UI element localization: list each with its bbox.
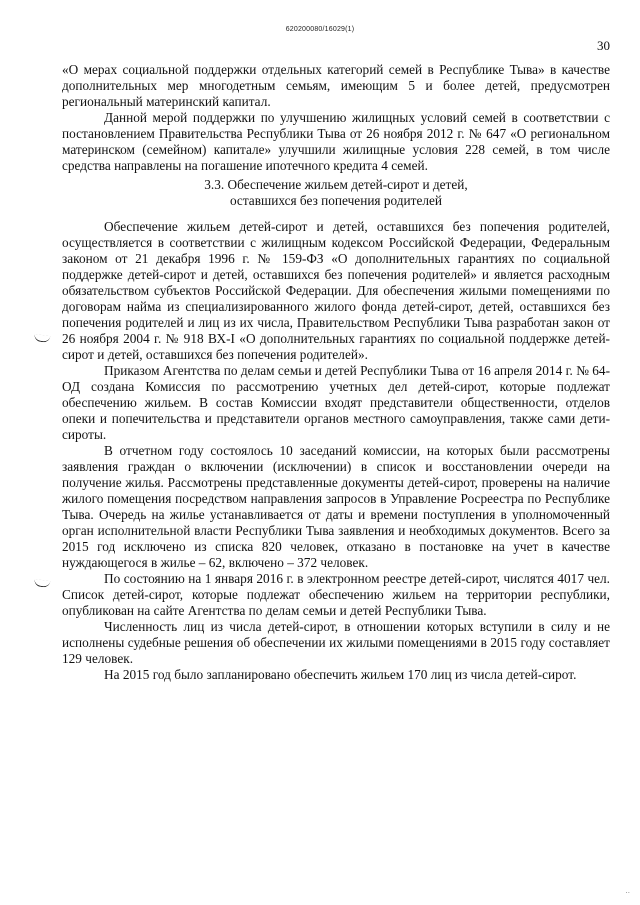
paragraph-plan-2015: На 2015 год было запланировано обеспечить жильем 170 лиц из числа детей-сирот. [104,667,577,682]
paragraph-commission: Приказом Агентства по делам семьи и детей Республики Тыва от 16 апреля 2014 г. № 64-ОД создана Комиссия по рассмотрению учетных дел детей-сирот, которые подлежат обеспечению жильем. В состав Комиссии входят представители общественности, отделов опеки и попечительства и представители органов местного самоуправления, также сами дети-сироты. [62,363,610,442]
paragraph-continuation: «О мерах социальной поддержки отдельных категорий семей в Республике Тыва» в качестве дополнительных мер многодетным семьям, имеющим 5 и более детей, предусмотрен региональный материнский капитал. [62,62,610,109]
paragraph-housing-support: Данной мерой поддержки по улучшению жилищных условий семей в соответствии с постановлением Правительства Республики Тыва от 26 ноября 2012 г. № 647 «О региональном материнском (семейном) капитале» улучшили жилищные условия 228 семей, в том числе средства направлены на погашение ипотечного кредита 4 семей. [62,110,610,173]
corner-mark: ·· [625,889,630,897]
section-heading-line-2: оставшихся без попечения родителей [229,193,443,208]
page-number: 30 [597,38,610,53]
margin-mark [34,334,51,343]
paragraph-reporting-year: В отчетном году состоялось 10 заседаний комиссии, на которых были рассмотрены заявления граждан о включении (исключении) в список и восстановлении очереди на получение жилья. Рассмотрены представленные документы детей-сирот, проверены на наличие жилого помещения посредством направления запросов в Управление Росреестра по Республике Тыва. Очередь на жилье устанавливается от даты и времени поступления в уполномоченный орган исполнительной власти Республики Тыва заявления и необходимых документов. Всего за 2015 год исключено из списка 820 человек, отказано в постановке на учет в качестве нуждающегося в жилье – 62, включено – 372 человек. [62,443,610,570]
paragraph-registry: По состоянию на 1 января 2016 г. в электронном реестре детей-сирот, числятся 4017 чел. Список детей-сирот, которые подлежат обеспечению жильем на территории республики, опубликован на сайте Агентства по делам семьи и детей Республики Тыва. [62,571,610,618]
section-heading [62,177,610,209]
margin-mark [34,579,51,588]
page-content [62,62,610,683]
paragraph-court-decisions: Численность лиц из числа детей-сирот, в отношении которых вступили в силу и не исполнены судебные решения об обеспечении их жилыми помещениями в 2015 году составляет 129 человек. [62,619,610,666]
paragraph-orphans-housing: Обеспечение жильем детей-сирот и детей, оставшихся без попечения родителей, осуществляется в соответствии с жилищным кодексом Российской Федерации, Федеральным законом от 21 декабря 1996 г. № 159-ФЗ «О дополнительных гарантиях по социальной поддержке детей-сирот и детей, оставшихся без попечения родителей» и является расходным обязательством субъектов Российской Федерации. Для обеспечения жилыми помещениями по договорам найма из специализированного жилого фонда детей-сирот, детей, оставшихся без попечения родителей и лиц из их числа, Правительством Республики Тыва разработан закон от 26 ноября 2004 г. № 918 ВХ-I «О дополнительных гарантиях по социальной поддержке детей-сирот и детей, оставшихся без попечения родителей». [62,219,610,362]
document-id: 620200080/16029(1) [285,26,355,33]
section-heading-line-1: 3.3. Обеспечение жильем детей-сирот и детей, [204,177,468,192]
